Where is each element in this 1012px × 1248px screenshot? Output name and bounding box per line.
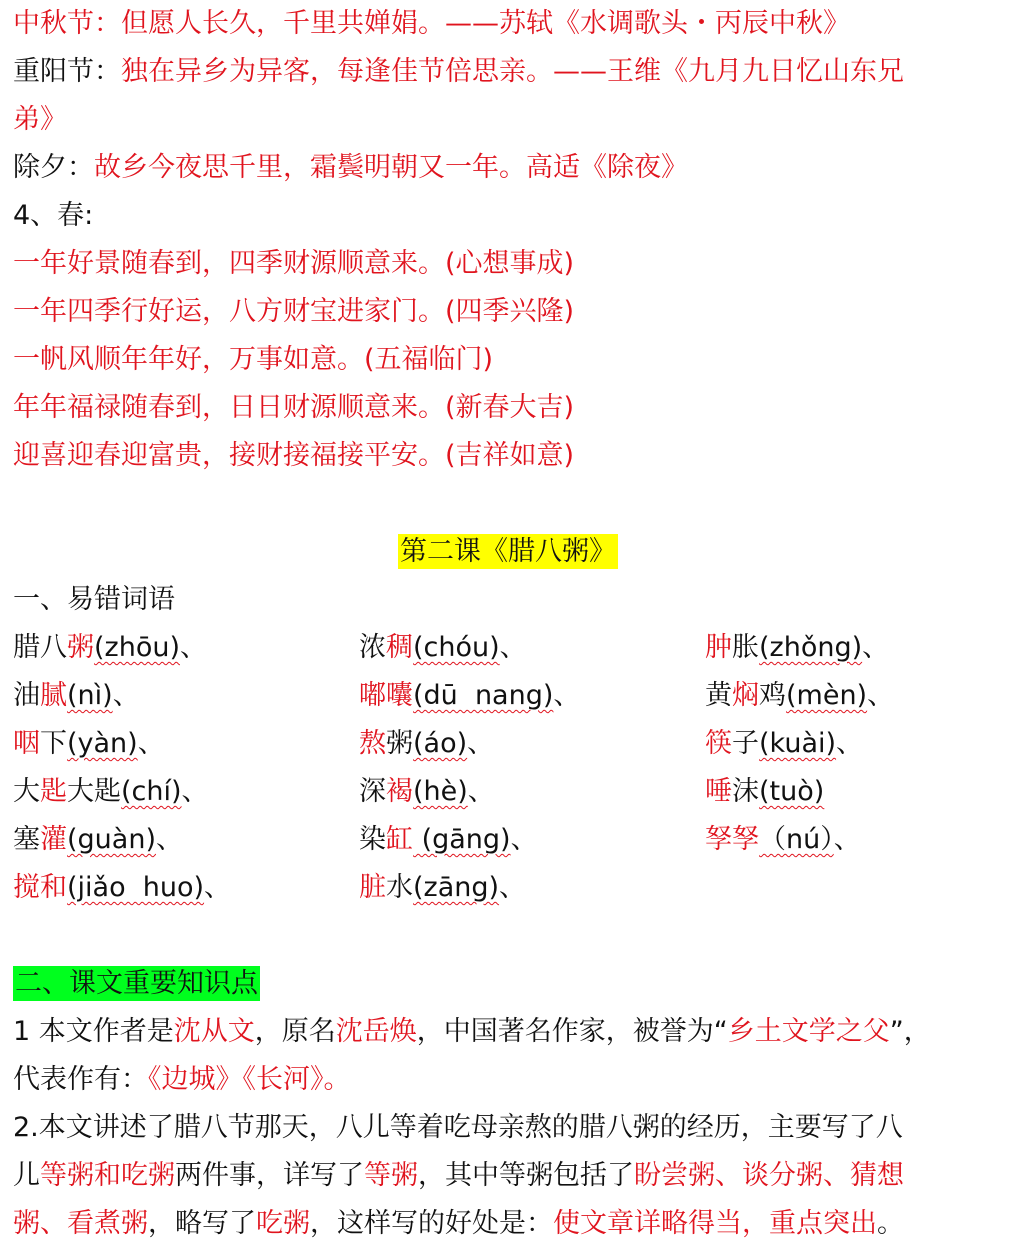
pinyin: (chóu) [413, 632, 500, 663]
poem-line [13, 144, 1003, 192]
poem-text: 弟》 [13, 104, 67, 135]
lesson-title: 第二课《腊八粥》 [400, 536, 616, 567]
couplet-line: 年年福禄随春到，日日财源顺意来。(新春大吉) [13, 392, 575, 423]
word-part: 鸡 [759, 680, 786, 711]
poem-line [13, 48, 1003, 96]
word-part: 、 [112, 680, 140, 711]
key-phrase: 使文章详略得当，重点突出 [553, 1208, 877, 1239]
works-list: 《边城》《长河》。 [148, 1064, 351, 1095]
text-run: 。 [877, 1208, 904, 1239]
poem-line [13, 0, 1003, 48]
key-char: 嘟囔 [359, 680, 413, 711]
text-run: 2.本文讲述了腊八节那天，八儿等着吃母亲熬的腊八粥的经历，主要写了八 [13, 1112, 903, 1143]
vocab-item [705, 672, 894, 720]
vocab-item [705, 624, 889, 672]
couplet-line: 一年四季行好运，八方财宝进家门。(四季兴隆) [13, 296, 575, 327]
key-char: 褐 [386, 776, 413, 807]
pinyin: (nì) [67, 680, 113, 711]
pinyin: (kuài) [759, 728, 837, 759]
poem-text: 但愿人长久，千里共婵娟。——苏轼《水调歌头・丙辰中秋》 [121, 8, 850, 39]
word-part: 水 [386, 872, 413, 903]
pinyin: (zāng) [413, 872, 500, 903]
vocab-item [359, 720, 494, 768]
pinyin: (mèn) [786, 680, 868, 711]
word-part: 深 [359, 776, 386, 807]
vocab-row [13, 816, 1003, 864]
vocab-row [13, 672, 1003, 720]
text-run: 儿 [13, 1160, 40, 1191]
vocab-item [13, 624, 207, 672]
festival-label: 中秋节： [13, 8, 121, 39]
vocab-item [359, 672, 580, 720]
key-phrase: 等粥和吃粥 [40, 1160, 175, 1191]
pinyin: (guàn) [67, 824, 156, 855]
key-char: 缸 [386, 824, 413, 855]
key-phrase: 吃粥 [256, 1208, 310, 1239]
word-part: 、 [137, 728, 165, 759]
word-part: 油 [13, 680, 40, 711]
word-part: 、 [833, 824, 861, 855]
poem-text: 独在异乡为异客，每逢佳节倍思亲。——王维《九月九日忆山东兄 [121, 56, 904, 87]
vocab-item [359, 816, 538, 864]
text-run: ”， [889, 1016, 931, 1047]
word-part: 、 [867, 680, 895, 711]
couplet-line: 一年好景随春到，四季财源顺意来。(心想事成) [13, 248, 575, 279]
vocab-item [13, 720, 165, 768]
knowledge-p2-line1 [13, 1104, 1003, 1152]
knowledge-p1-line1 [13, 1008, 1003, 1056]
word-part: 粥 [386, 728, 413, 759]
word-part: 、 [836, 728, 864, 759]
vocab-item [13, 864, 231, 912]
word-part: 、 [862, 632, 890, 663]
text-run: ，其中等粥包括了 [418, 1160, 634, 1191]
key-char: 粥 [67, 632, 94, 663]
vocab-row [13, 720, 1003, 768]
vocab-row [13, 768, 1003, 816]
document [13, 0, 1003, 1248]
pinyin: (áo) [413, 728, 468, 759]
vocab-item [359, 768, 495, 816]
word-part: 、 [499, 872, 527, 903]
couplet-line: 迎喜迎春迎富贵，接财接福接平安。(吉祥如意) [13, 440, 575, 471]
word-part: 腊八 [13, 632, 67, 663]
key-char: 咽 [13, 728, 40, 759]
pinyin: (hè) [413, 776, 468, 807]
festival-label: 除夕： [13, 152, 94, 183]
key-char: 焖 [732, 680, 759, 711]
key-char: 唾 [705, 776, 732, 807]
word-part: 、 [499, 632, 527, 663]
word-part: 染 [359, 824, 386, 855]
poem-list [13, 0, 1003, 192]
pinyin: （nú） [759, 824, 834, 855]
honor-title: 乡土文学之父 [727, 1016, 890, 1047]
poem-text: 故乡今夜思千里，霜鬓明朝又一年。高适《除夜》 [94, 152, 688, 183]
word-part: 大 [13, 776, 40, 807]
pinyin: (gāng) [413, 824, 511, 855]
word-part: 黄 [705, 680, 732, 711]
word-part: 、 [181, 776, 209, 807]
vocab-item [13, 672, 140, 720]
lesson-title-row [13, 528, 1003, 576]
key-char: 灌 [40, 824, 67, 855]
knowledge-p2-line3 [13, 1200, 1003, 1248]
spring-couplets [13, 240, 1003, 480]
key-char: 熬 [359, 728, 386, 759]
key-phrase: 等粥 [364, 1160, 418, 1191]
vocab-item [13, 768, 209, 816]
text-run: ，原名 [254, 1016, 336, 1047]
key-char: 脏 [359, 872, 386, 903]
pinyin: (dū nang) [413, 680, 554, 711]
key-char: 筷 [705, 728, 732, 759]
section2-title-row [13, 960, 1003, 1008]
key-char: 搅和 [13, 872, 67, 903]
vocab-item [705, 768, 824, 816]
vocab-item [705, 720, 863, 768]
word-part: 下 [40, 728, 67, 759]
text-run: ，略写了 [148, 1208, 256, 1239]
text-run: 1 本文作者是 [13, 1016, 174, 1047]
spring-heading: 4、春: [13, 200, 94, 231]
key-char: 孥孥 [705, 824, 759, 855]
word-part: 、 [467, 728, 495, 759]
key-char: 稠 [386, 632, 413, 663]
pinyin: (chí) [121, 776, 182, 807]
text-run: ，中国著名作家，被誉为“ [416, 1016, 728, 1047]
word-part: 、 [553, 680, 581, 711]
knowledge-p1-line2 [13, 1056, 1003, 1104]
poem-line [13, 96, 1003, 144]
vocab-item [705, 816, 861, 864]
word-part: 塞 [13, 824, 40, 855]
vocab-table [13, 624, 1003, 912]
vocab-item [359, 864, 526, 912]
key-char: 腻 [40, 680, 67, 711]
knowledge-p2-line2 [13, 1152, 1003, 1200]
original-name: 沈岳焕 [335, 1016, 417, 1047]
word-part: 、 [155, 824, 183, 855]
word-part: 、 [510, 824, 538, 855]
key-char: 匙 [40, 776, 67, 807]
section1-title: 一、易错词语 [13, 584, 175, 615]
key-char: 肿 [705, 632, 732, 663]
word-part: 沫 [732, 776, 759, 807]
pinyin: (yàn) [67, 728, 138, 759]
text-run: 代表作有： [13, 1064, 148, 1095]
pinyin: (zhǒng) [759, 632, 863, 663]
author-name: 沈从文 [173, 1016, 255, 1047]
key-phrase: 盼尝粥、谈分粥、猜想 [634, 1160, 904, 1191]
vocab-item [13, 816, 183, 864]
key-phrase: 粥、看煮粥 [13, 1208, 148, 1239]
vocab-row [13, 864, 1003, 912]
word-part: 浓 [359, 632, 386, 663]
pinyin: (jiǎo huo) [67, 872, 205, 903]
pinyin: (zhōu) [94, 632, 180, 663]
word-part: 子 [732, 728, 759, 759]
text-run: ，这样写的好处是： [310, 1208, 553, 1239]
word-part: 、 [179, 632, 207, 663]
couplet-line: 一帆风顺年年好，万事如意。(五福临门) [13, 344, 494, 375]
festival-label: 重阳节： [13, 56, 121, 87]
word-part: 、 [204, 872, 232, 903]
word-part: 、 [467, 776, 495, 807]
word-part: 胀 [732, 632, 759, 663]
vocab-row [13, 624, 1003, 672]
vocab-item [359, 624, 527, 672]
word-part: 大匙 [67, 776, 121, 807]
pinyin: (tuò) [759, 776, 825, 807]
text-run: 两件事，详写了 [175, 1160, 364, 1191]
section2-title: 二、课文重要知识点 [15, 968, 258, 999]
